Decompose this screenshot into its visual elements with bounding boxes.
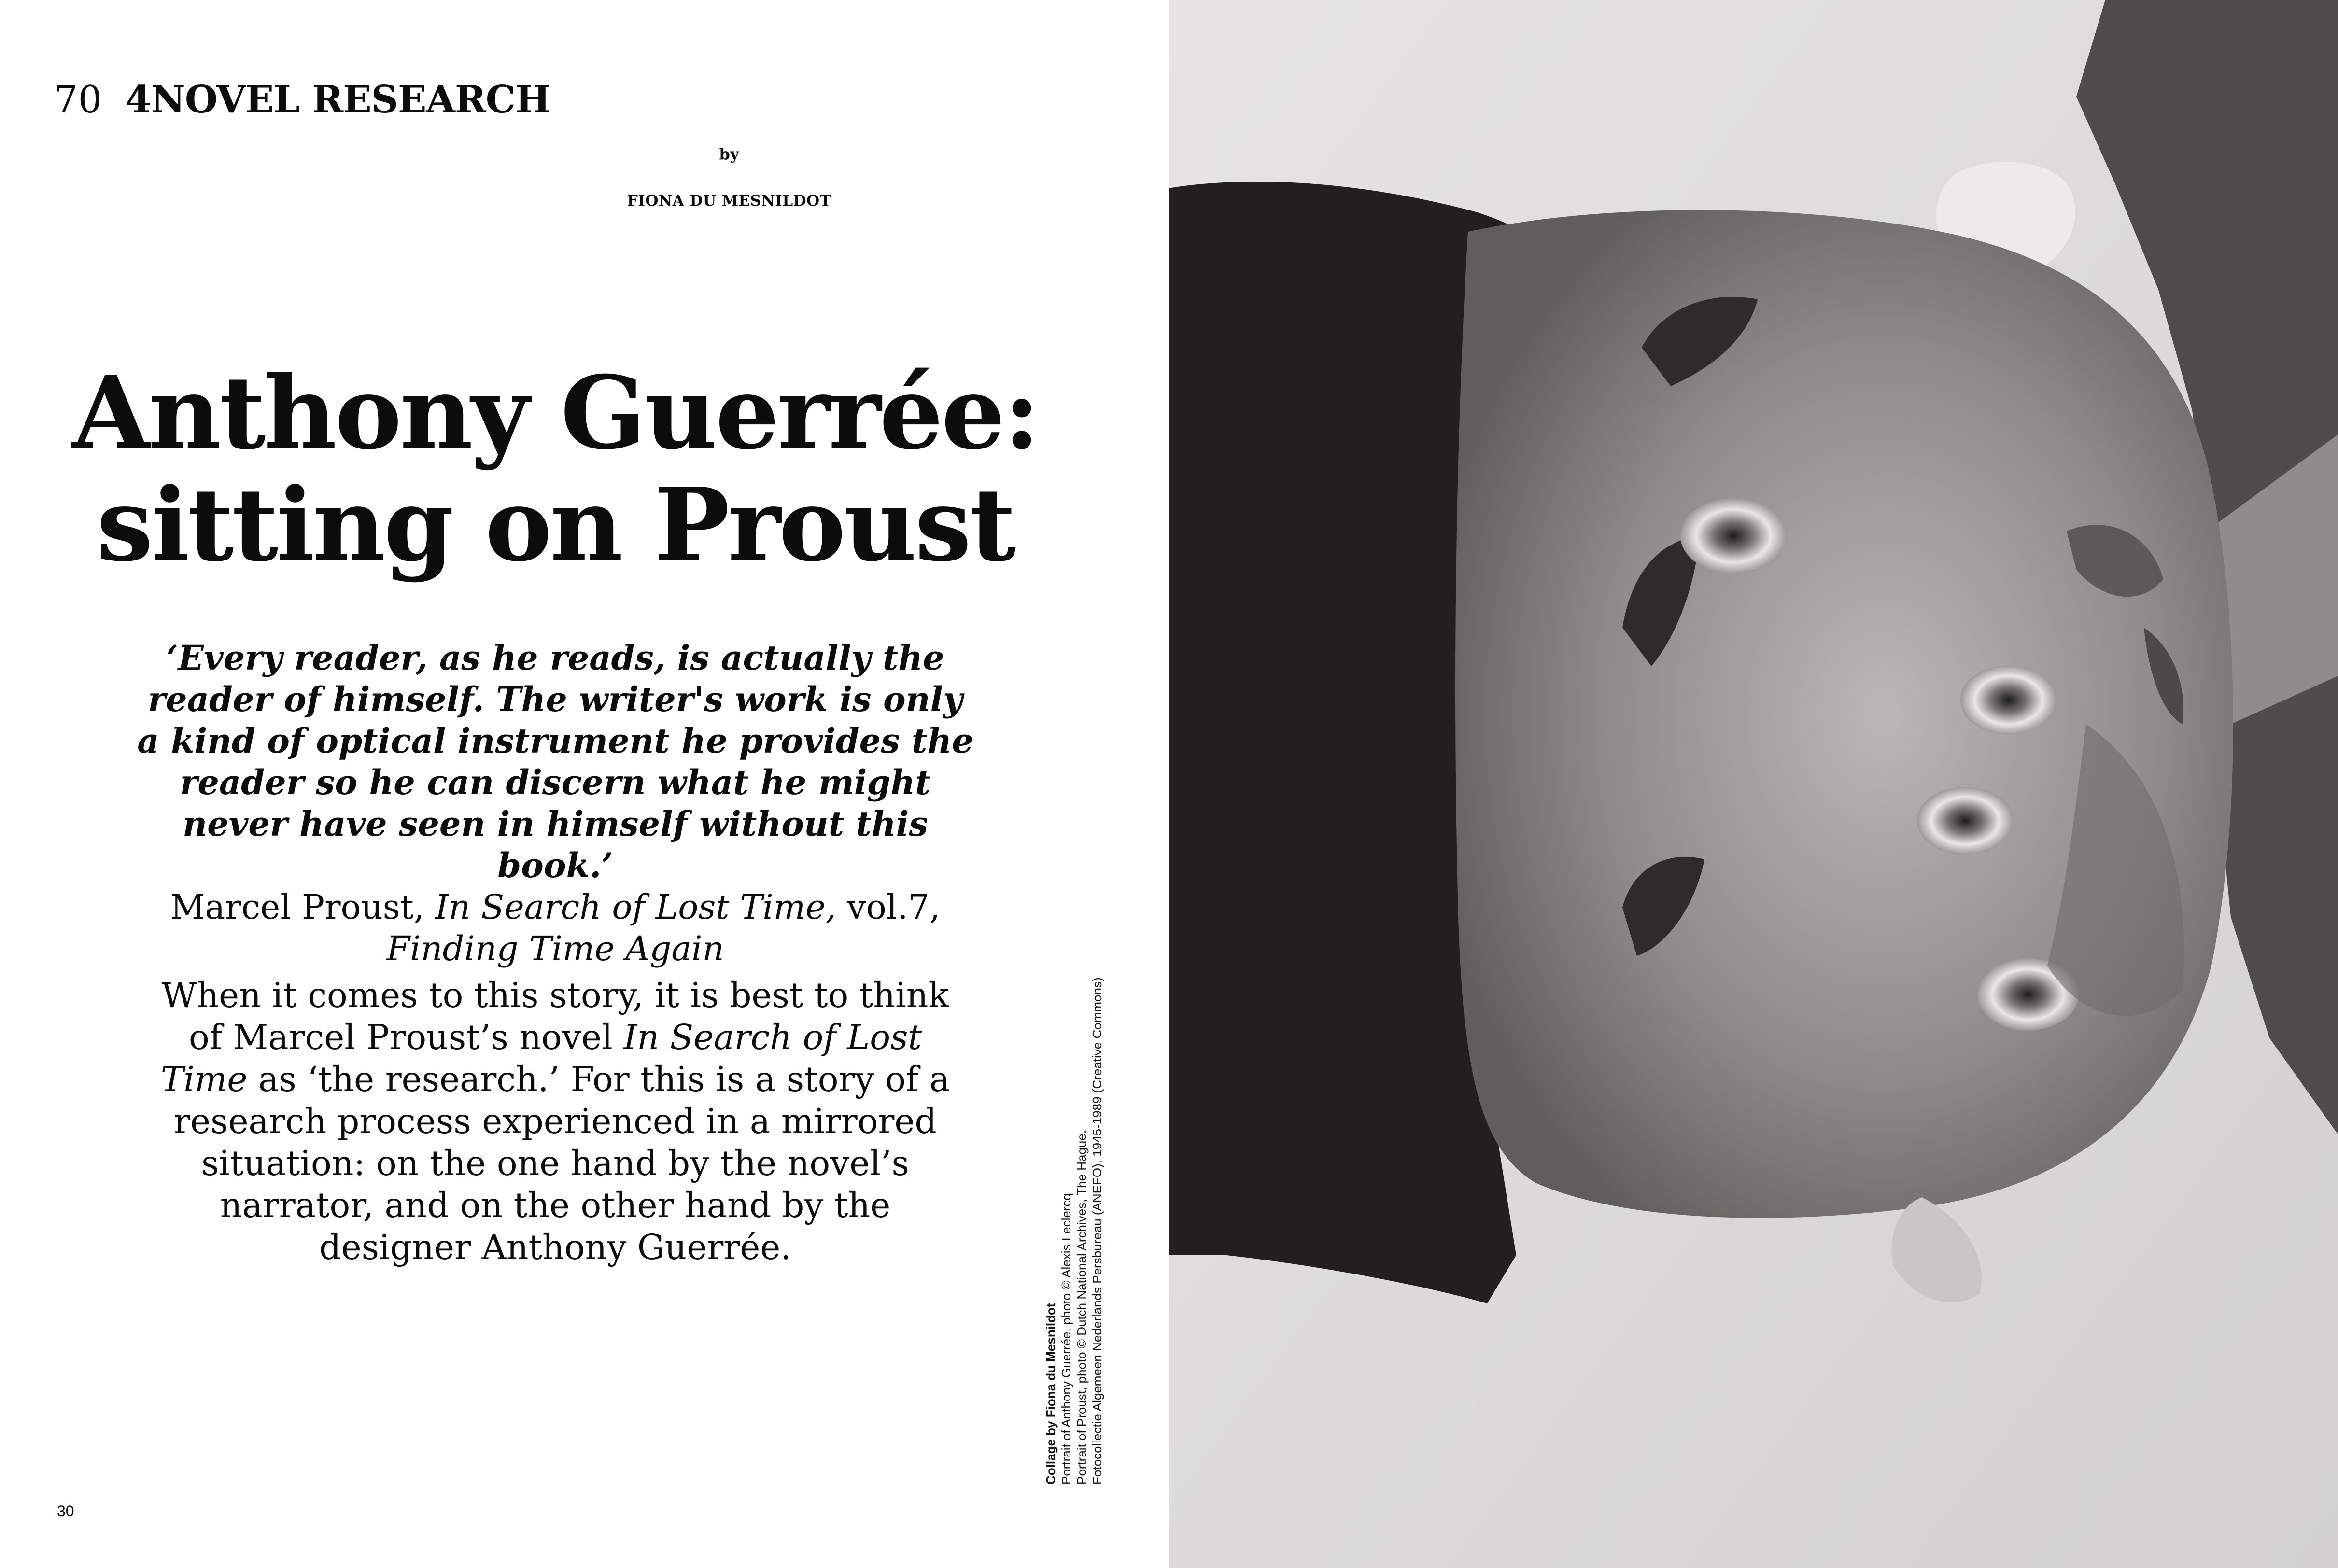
running-head [54, 78, 550, 122]
article-headline [53, 354, 1057, 584]
intro-text-2: as ‘the research.’ For this is a story of a research process experienced in a mirrored situation: on the one hand by the novel’s narrator, and on the other hand by the designer Anthony Guerrée. [174, 1059, 950, 1267]
section-title: 4NOVEL RESEARCH [125, 78, 550, 122]
epigraph-volume-title: Finding Time Again [386, 929, 724, 968]
headline-line-2: sitting on Proust [97, 466, 1014, 584]
epigraph-quote [135, 637, 975, 969]
caption-title: Collage by Fiona du Mesnildot [1043, 1303, 1058, 1484]
intro-book-title: In Search of Lost Time [160, 1017, 922, 1099]
page-number: 70 [54, 78, 102, 122]
folio-number: 30 [57, 1502, 74, 1520]
epigraph-author: Marcel Proust, [170, 887, 436, 927]
photo-caption [1043, 924, 1105, 1484]
caption-line-2: Portrait of Proust, photo © Dutch National Archives, The Hague, [1074, 1130, 1089, 1484]
byline-by: by [719, 145, 739, 163]
epigraph-attribution [135, 886, 975, 969]
caption-line-1: Portrait of Anthony Guerrée, photo © Alexis Leclercq [1059, 1193, 1073, 1484]
headline-line-1: Anthony Guerrée: [72, 354, 1039, 472]
epigraph-volume: vol.7, [836, 887, 941, 927]
intro-paragraph [145, 974, 966, 1268]
caption-line-3: Fotocollectie Algemeen Nederlands Persbureau (ANEFO), 1945-1989 (Creative Commons) [1090, 977, 1104, 1484]
portrait-collage-image [1169, 0, 2338, 1568]
byline-author: FIONA DU MESNILDOT [627, 192, 831, 210]
intro-text-1: When it comes to this story, it is best to think of Marcel Proust’s novel [161, 975, 949, 1057]
right-page-photo [1169, 0, 2338, 1568]
epigraph-book: In Search of Lost Time, [435, 887, 836, 927]
epigraph-text: ‘Every reader, as he reads, is actually the reader of himself. The writer's work is only a kind of optical instrument he provides the reader so he can discern what he might never have seen in himself without this book.’ [137, 638, 973, 885]
grain-overlay [1169, 0, 2338, 1568]
